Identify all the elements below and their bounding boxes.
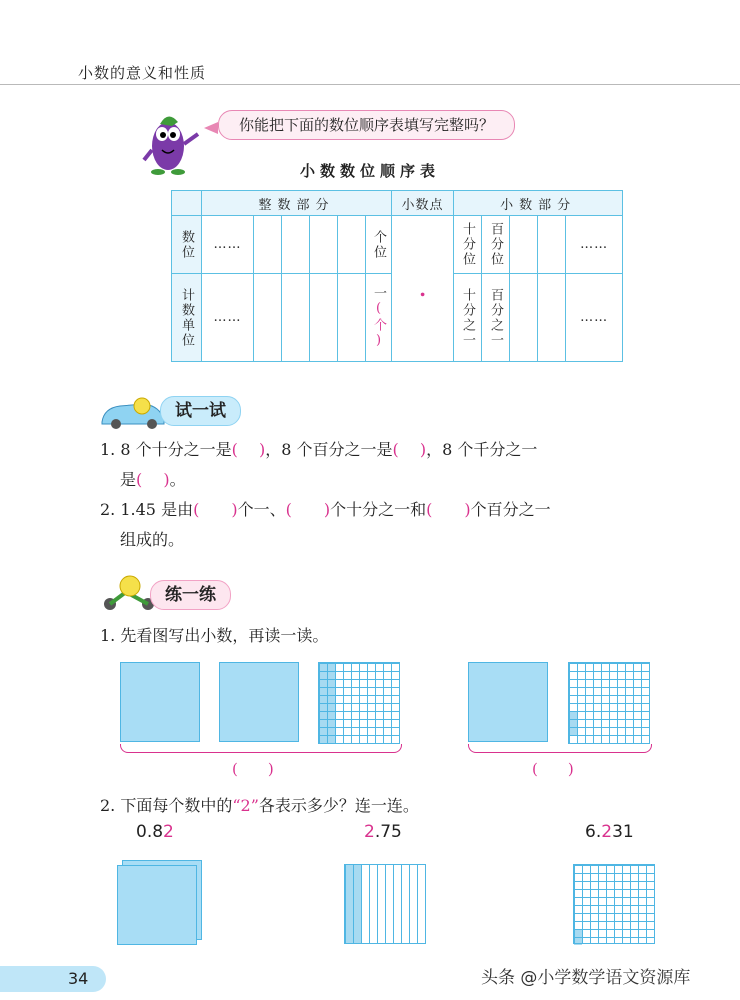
q1-text-d: 是 [120, 470, 137, 489]
speech-bubble: 你能把下面的数位顺序表填写完整吗？ [218, 110, 515, 140]
bracket-1 [120, 744, 402, 753]
number-part: 6. [585, 822, 602, 842]
q2-text-d: 个百分之一 [470, 500, 551, 519]
highlight-digit: 2 [163, 822, 174, 842]
q2-text-e: 组成的。 [120, 530, 185, 549]
dots-left: …… [213, 237, 242, 252]
practice-section-label: 练一练 [150, 580, 231, 610]
q1-text-e: 。 [169, 470, 186, 489]
chapter-title: 小数的意义和性质 [78, 64, 207, 82]
q2-text-a: 2. 1.45 是由 [100, 500, 194, 519]
answer-blank-2[interactable]: ( ) [532, 760, 574, 778]
blank-cell [282, 216, 310, 274]
hundredths-place: 百分位 [488, 222, 504, 267]
q1-text-a: 1. 8 个十分之一是 [100, 440, 232, 459]
table-corner [172, 191, 202, 216]
try-question-1-line2 [120, 468, 186, 492]
tenths-strip-picture[interactable] [344, 864, 426, 944]
whole-square-3 [468, 662, 548, 742]
q2-text-c: 个十分之一和 [330, 500, 427, 519]
blank-cell [254, 216, 282, 274]
grid-fill [574, 929, 582, 945]
blank-cell [282, 274, 310, 362]
table-title: 小数数位顺序表 [299, 162, 440, 180]
dots-right: …… [580, 237, 609, 252]
place-value-table [171, 190, 623, 362]
answer-blank-1[interactable]: ( ) [232, 760, 274, 778]
strip-fill [345, 865, 361, 943]
blank-cell [510, 216, 538, 274]
grid-fill [569, 711, 577, 735]
q1-blank-1[interactable]: ( ) [231, 440, 266, 459]
unit-tenth: 十分之一 [460, 287, 476, 348]
practice-question-1: 1. 先看图写出小数，再读一读。 [100, 626, 329, 645]
page-number-tab [0, 966, 106, 992]
try-question-1-line1 [100, 438, 660, 462]
unit-one-answer: (个) [371, 300, 387, 350]
hundred-grid-1 [318, 662, 400, 744]
q1-blank-3[interactable]: ( ) [136, 470, 170, 489]
blank-cell [510, 274, 538, 362]
header-divider [0, 84, 740, 85]
decimal-part-header: 小数部分 [454, 191, 623, 216]
hundredths-grid-picture[interactable] [573, 864, 655, 944]
blank-cell [310, 216, 338, 274]
page-number: 34 [68, 969, 89, 988]
highlight-digit: 2 [364, 822, 375, 842]
q1-text-c: ，8 个千分之一 [426, 440, 538, 459]
unit-hundredth: 百分之一 [488, 287, 504, 348]
number-part: .75 [374, 822, 402, 842]
q1-text-b: ，8 个百分之一是 [265, 440, 393, 459]
blank-cell [538, 216, 566, 274]
dots-right: …… [580, 310, 609, 325]
decimal-point: . [419, 276, 427, 301]
blank-cell [538, 274, 566, 362]
grid-fill [319, 663, 335, 743]
decimal-point-header: 小数点 [392, 191, 454, 216]
blank-cell [338, 216, 366, 274]
whole-square-2 [219, 662, 299, 742]
q2-blank-2[interactable]: ( ) [285, 500, 331, 519]
tenths-place: 十分位 [460, 222, 476, 267]
watermark: 头条 @小学数学语文资源库 [481, 968, 691, 988]
number-6-231[interactable] [585, 822, 634, 842]
number-0-82[interactable] [136, 822, 174, 842]
bubble-tail [204, 122, 218, 134]
q2-blank-3[interactable]: ( ) [426, 500, 471, 519]
number-part: 0.8 [136, 822, 164, 842]
dots-left: …… [213, 310, 242, 325]
try-question-2-line1 [100, 498, 660, 522]
q2-blank-1[interactable]: ( ) [193, 500, 238, 519]
number-2-75[interactable] [364, 822, 402, 842]
row-label-unit: 计数单位 [179, 287, 194, 348]
number-part: 31 [612, 822, 634, 842]
practice-question-2 [100, 794, 419, 818]
try-section-label: 试一试 [160, 396, 241, 426]
blank-cell [254, 274, 282, 362]
blank-cell [338, 274, 366, 362]
pq2-text-a: 2. 下面每个数中的 [100, 796, 233, 815]
row-label-place: 数位 [179, 229, 194, 260]
whole-square-1 [120, 662, 200, 742]
stacked-square-front[interactable] [117, 865, 197, 945]
pq2-digit: “2” [232, 796, 259, 815]
bracket-2 [468, 744, 652, 753]
unit-one: 一 [371, 285, 387, 301]
integer-part-header: 整数部分 [202, 191, 392, 216]
pq2-text-b: 各表示多少？连一连。 [258, 796, 419, 815]
ones-place: 个位 [371, 229, 387, 260]
q2-text-b: 个一、 [237, 500, 286, 519]
hundred-grid-2 [568, 662, 650, 744]
blank-cell [310, 274, 338, 362]
highlight-digit: 2 [601, 822, 613, 842]
q1-blank-2[interactable]: ( ) [392, 440, 427, 459]
